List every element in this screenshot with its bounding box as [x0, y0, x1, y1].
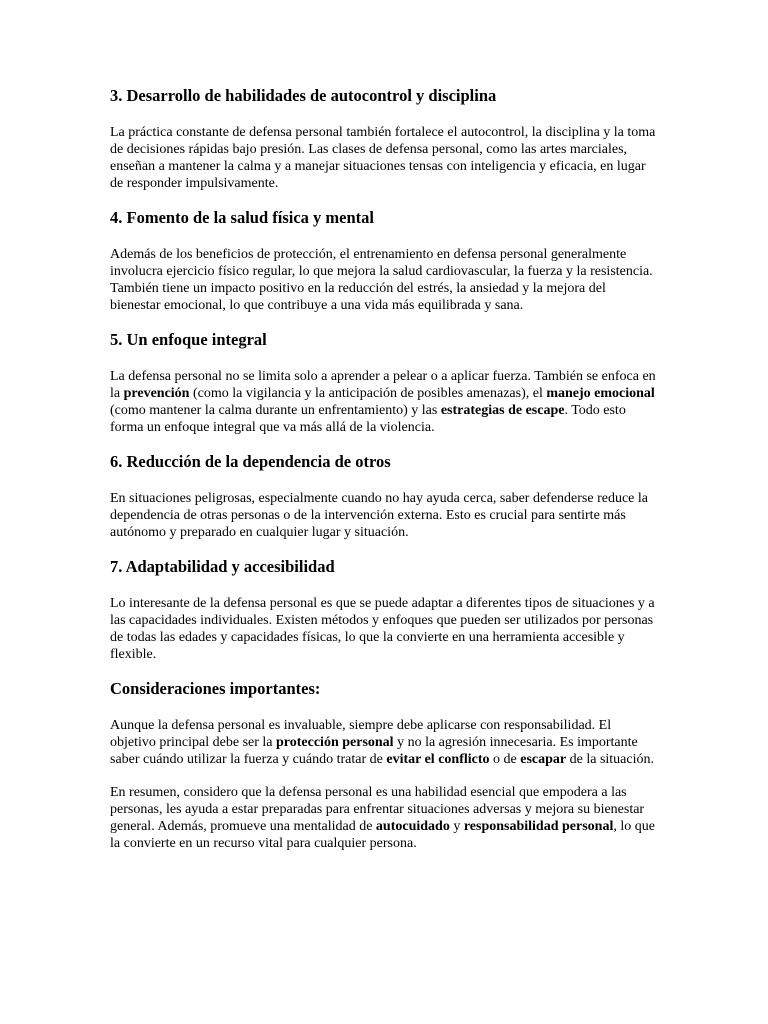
section-heading: 7. Adaptabilidad y accesibilidad — [110, 557, 335, 576]
section-enfoque-integral — [110, 330, 658, 436]
bold-term: responsabilidad personal — [463, 819, 614, 834]
section-heading: 5. Un enfoque integral — [110, 330, 267, 349]
text-run: Aunque la defensa personal es invaluable, siempre debe aplicarse con responsabilidad. El objetivo principal debe ser la — [110, 718, 612, 750]
section-dependencia — [110, 452, 658, 541]
bold-term: estrategias de escape — [440, 403, 565, 418]
section-paragraph — [110, 368, 658, 436]
section-paragraph — [110, 784, 658, 852]
section-paragraph — [110, 717, 658, 768]
text-run: (como la vigilancia y la anticipación de posibles amenazas), el — [189, 386, 547, 401]
text-run: En situaciones peligrosas, especialmente cuando no hay ayuda cerca, saber defenderse reduce la dependencia de otras personas o de la intervención externa. Esto es crucial para sentirte más autónomo y preparado en cualquier lugar y situación. — [110, 491, 648, 540]
section-heading: Consideraciones importantes: — [110, 679, 321, 698]
text-run: de la situación. — [566, 752, 654, 767]
text-run: La defensa personal no se limita solo a aprender a pelear o a aplicar fuerza. También se enfoca en la — [110, 369, 656, 401]
text-run: (como mantener la calma durante un enfrentamiento) y las — [110, 403, 441, 418]
section-paragraph — [110, 124, 658, 192]
bold-term: manejo emocional — [546, 386, 655, 401]
section-heading: 3. Desarrollo de habilidades de autocontrol y disciplina — [110, 86, 497, 105]
document-page — [110, 86, 658, 868]
bold-term: escapar — [520, 752, 567, 767]
section-adaptabilidad — [110, 557, 658, 663]
section-paragraph — [110, 595, 658, 663]
text-run: . Todo esto forma un enfoque integral que va más allá de la violencia. — [110, 403, 626, 435]
text-run: y no la agresión innecesaria. Es importante saber cuándo utilizar la fuerza y cuándo tratar de — [110, 735, 638, 767]
text-run: , lo que la convierte en un recurso vital para cualquier persona. — [110, 819, 655, 851]
section-consideraciones — [110, 679, 658, 852]
text-run: o de — [489, 752, 521, 767]
text-run: En resumen, considero que la defensa personal es una habilidad esencial que empodera a las personas, les ayuda a estar preparadas para enfrentar situaciones adversas y mejora su bienestar general. Además, promueve una mentalidad de — [110, 785, 645, 834]
bold-term: autocuidado — [375, 819, 450, 834]
bold-term: prevención — [123, 386, 190, 401]
section-paragraph — [110, 246, 658, 314]
bold-term: evitar el conflicto — [386, 752, 490, 767]
section-heading: 6. Reducción de la dependencia de otros — [110, 452, 391, 471]
section-paragraph — [110, 490, 658, 541]
bold-term: protección personal — [276, 735, 394, 750]
section-autocontrol — [110, 86, 658, 192]
text-run: La práctica constante de defensa personal también fortalece el autocontrol, la disciplina y la toma de decisiones rápidas bajo presión. Las clases de defensa personal, como las artes marciales, enseñan a mantener la calma y a manejar situaciones tensas con inteligencia y eficacia, en lugar de responder impulsivamente. — [110, 125, 656, 191]
text-run: y — [449, 819, 464, 834]
text-run: Además de los beneficios de protección, el entrenamiento en defensa personal generalmente involucra ejercicio físico regular, lo que mejora la salud cardiovascular, la fuerza y la resistencia. También tiene un impacto positivo en la reducción del estrés, la ansiedad y la mejora del bienestar emocional, lo que contribuye a una vida más equilibrada y sana. — [110, 247, 653, 313]
section-salud — [110, 208, 658, 314]
text-run: Lo interesante de la defensa personal es que se puede adaptar a diferentes tipos de situaciones y a las capacidades individuales. Existen métodos y enfoques que pueden ser utilizados por personas de todas las edades y capacidades físicas, lo que la convierte en una herramienta accesible y flexible. — [110, 596, 655, 662]
section-heading: 4. Fomento de la salud física y mental — [110, 208, 374, 227]
